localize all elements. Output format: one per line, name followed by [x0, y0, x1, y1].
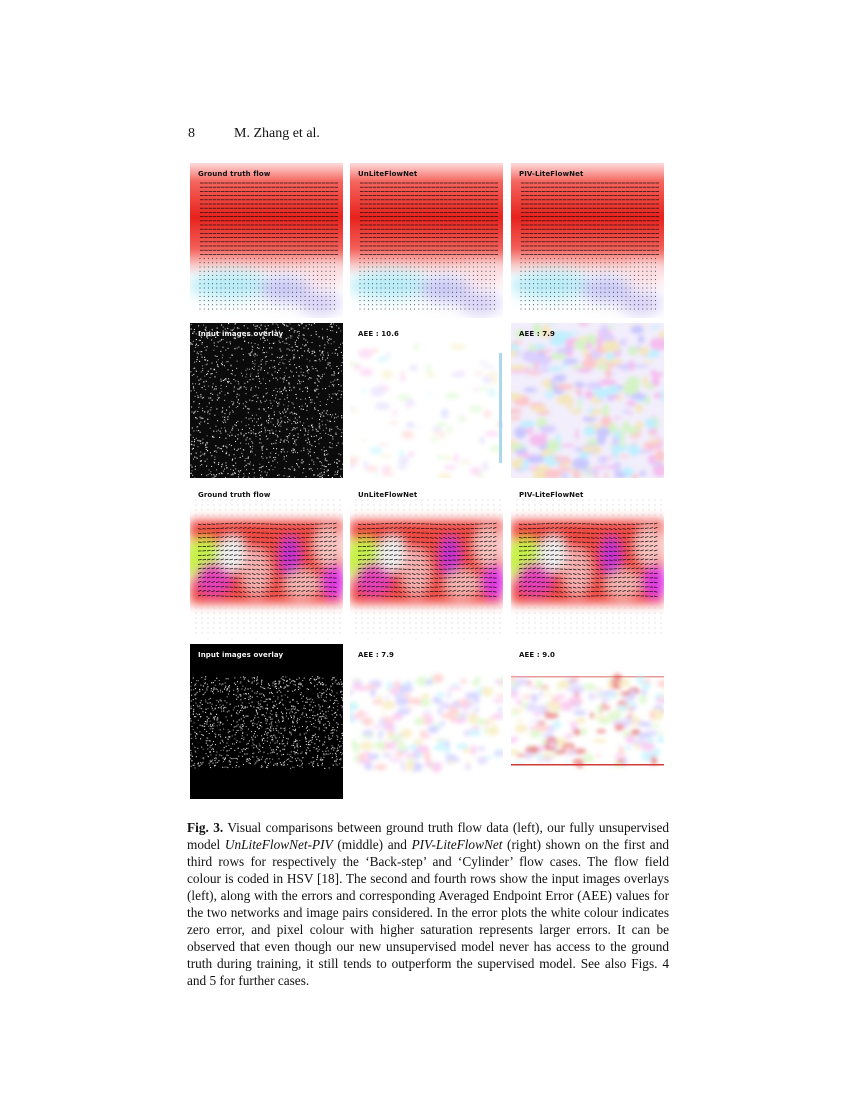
panel-label: Ground truth flow: [198, 491, 271, 499]
panel-error-unliteflownet-backstep: [350, 323, 503, 478]
caption-text: (right) shown on the first and third rows for respectively the ‘Back-step’ and ‘Cylinder’ flow cases. The flow field colour is coded in HSV [18]. The second and fourth rows show the input images overlays (left), along with the errors and corresponding Averaged Endpoint Error (AEE) values for the two networks and image pairs considered. In the error plots the white colour indicates zero error, and pixel colour with higher saturation represents larger errors. It can be observed that even though our new unsupervised model never has access to the ground truth during training, it still tends to outperform the supervised model. See also Figs. 4 and 5 for further cases.: [187, 837, 669, 988]
panel-pivliteflownet-backstep: [511, 163, 664, 318]
panel-label: UnLiteFlowNet: [358, 170, 418, 178]
model-name: UnLiteFlowNet-PIV: [224, 837, 333, 852]
panel-input-overlay-backstep: [190, 323, 343, 478]
panel-image: [350, 644, 503, 799]
figure-number: Fig. 3.: [187, 820, 224, 835]
aee-label: AEE : 7.9: [519, 330, 555, 338]
caption-text: (middle) and: [332, 837, 412, 852]
panel-label: Ground truth flow: [198, 170, 271, 178]
panel-image: [190, 644, 343, 799]
panel-image: [511, 323, 664, 478]
panel-image: [350, 484, 503, 639]
panel-image: [190, 484, 343, 639]
panel-image: [511, 163, 664, 318]
panel-error-pivliteflownet-backstep: [511, 323, 664, 478]
panel-label: Input images overlay: [198, 330, 284, 338]
panel-label: PIV-LiteFlowNet: [519, 491, 584, 499]
panel-unliteflownet-backstep: [350, 163, 503, 318]
panel-error-pivliteflownet-cylinder: [511, 644, 664, 799]
page-number: 8: [188, 126, 195, 141]
panel-image: [511, 644, 664, 799]
model-name: PIV-LiteFlowNet: [411, 837, 503, 852]
panel-image: [511, 484, 664, 639]
caption-text: Visual comparisons between ground truth flow data (left), our fully unsupervised model: [187, 820, 669, 852]
panel-pivliteflownet-cylinder: [511, 484, 664, 639]
panel-label: Input images overlay: [198, 651, 284, 659]
panel-groundtruth-backstep: [190, 163, 343, 318]
figure-caption: [187, 819, 669, 989]
aee-label: AEE : 9.0: [519, 651, 555, 659]
panel-image: [350, 323, 503, 478]
authors: M. Zhang et al.: [234, 126, 320, 141]
panel-image: [190, 163, 343, 318]
panel-unliteflownet-cylinder: [350, 484, 503, 639]
aee-label: AEE : 7.9: [358, 651, 394, 659]
panel-label: UnLiteFlowNet: [358, 491, 418, 499]
panel-image: [350, 163, 503, 318]
panel-input-overlay-cylinder: [190, 644, 343, 799]
panel-groundtruth-cylinder: [190, 484, 343, 639]
panel-label: PIV-LiteFlowNet: [519, 170, 584, 178]
panel-error-unliteflownet-cylinder: [350, 644, 503, 799]
aee-label: AEE : 10.6: [358, 330, 399, 338]
panel-image: [190, 323, 343, 478]
